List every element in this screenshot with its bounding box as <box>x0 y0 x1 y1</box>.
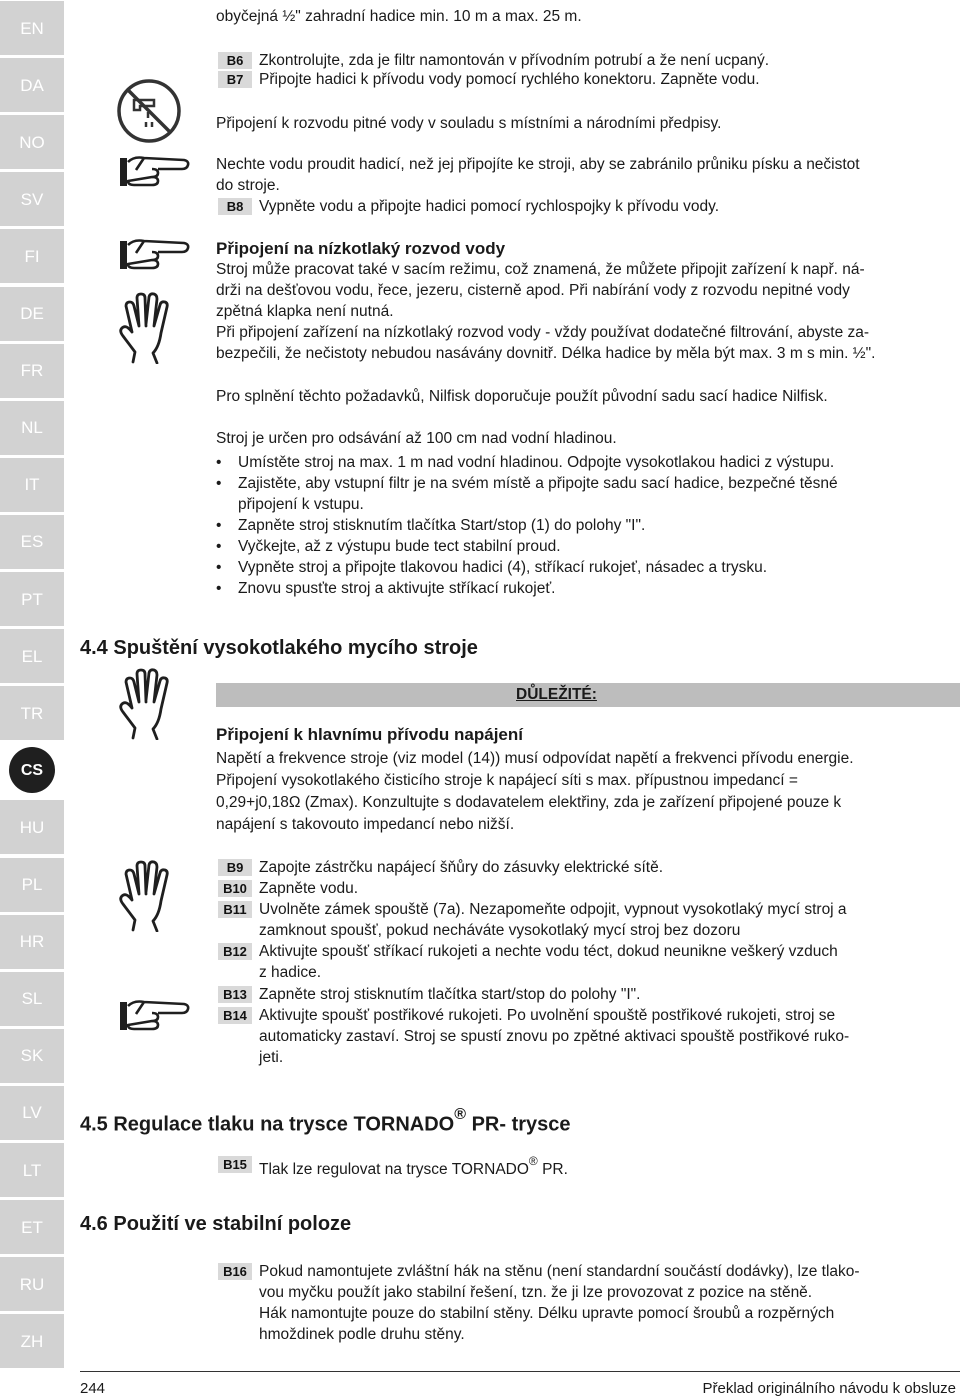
language-tab-label: FI <box>24 246 40 266</box>
low-pressure-line-1: Stroj může pracovat také v sacím režimu, což znamená, že můžete připojit zařízení k např. ná- <box>216 261 865 278</box>
footer-title: Překlad originálního návodu k obsluze <box>702 1380 956 1397</box>
step-badge-b13: B13 <box>218 986 252 1003</box>
language-tab-el[interactable] <box>0 629 64 683</box>
language-tab-label: EL <box>21 646 43 666</box>
intro-line: obyčejná ½" zahradní hadice min. 10 m a max. 25 m. <box>216 8 582 25</box>
step-badge-b7: B7 <box>218 71 252 88</box>
step-badge-b16: B16 <box>218 1263 252 1280</box>
no-drinking-water-icon <box>116 78 182 144</box>
step-badge-b10: B10 <box>218 880 252 897</box>
bullet-text: připojení k vstupu. <box>238 496 364 513</box>
language-tab-lv[interactable] <box>0 1086 64 1140</box>
page-number: 244 <box>80 1380 106 1397</box>
flush-note-line-2: do stroje. <box>216 177 280 194</box>
language-tab-label: HU <box>19 817 45 837</box>
language-tab-et[interactable] <box>0 1200 64 1254</box>
step-text-b14: Aktivujte spoušť postřikové rukojeti. Po uvolnění spouště postřikové rukojeti, stroj se <box>259 1007 836 1024</box>
bullet-dot: • <box>216 517 222 534</box>
pointing-hand-icon <box>118 235 190 273</box>
step-text-b9: Zapojte zástrčku napájecí šňůry do zásuvky elektrické sítě. <box>259 859 664 876</box>
language-tab-pt[interactable] <box>0 572 64 626</box>
language-tab-pl[interactable] <box>0 858 64 912</box>
power-line-4: napájení s takovouto impedancí nebo nižší. <box>216 816 515 833</box>
language-tab-hu[interactable] <box>0 800 64 854</box>
language-sidebar <box>0 0 64 1399</box>
nilfisk-note: Pro splnění těchto požadavků, Nilfisk doporučuje použít původní sadu sací hadice Nilfisk. <box>216 388 828 405</box>
language-tab-nl[interactable] <box>0 401 64 455</box>
pointing-hand-icon <box>118 152 190 190</box>
language-tab-label: ET <box>21 1217 43 1237</box>
step-text-b16: Hák namontujte pouze do stabilní stěny. Délku upravte pomocí šroubů a rozpěrných <box>259 1305 835 1322</box>
stop-hand-icon <box>118 292 172 364</box>
bullet-text: Vyčkejte, až z výstupu bude tect stabilní proud. <box>238 538 561 555</box>
bullet-text: Zapněte stroj stisknutím tlačítka Start/stop (1) do polohy "I". <box>238 517 646 534</box>
language-tab-fr[interactable] <box>0 344 64 398</box>
potable-water-note: Připojení k rozvodu pitné vody v souladu s místními a národními předpisy. <box>216 115 722 132</box>
language-tab-label: HR <box>19 932 45 952</box>
step-badge-b6: B6 <box>218 52 252 69</box>
language-tab-label: SV <box>20 189 44 209</box>
step-badge-b8: B8 <box>218 198 252 215</box>
bullet-text: Zajistěte, aby vstupní filtr je na svém místě a připojte sadu sací hadice, bezpečné těsné <box>238 475 838 492</box>
important-banner <box>216 683 960 707</box>
bullet-dot: • <box>216 475 222 492</box>
language-tab-label: ZH <box>20 1331 44 1351</box>
step-text-b14: jeti. <box>259 1049 284 1066</box>
bullet-text: Vypněte stroj a připojte tlakovou hadici (4), stříkací rukojeť, násadec a trysku. <box>238 559 768 576</box>
language-tab-label: NO <box>19 132 45 152</box>
language-tab-label: ES <box>20 532 44 552</box>
language-tab-label: EN <box>20 18 44 38</box>
step-text-b15 <box>259 1154 568 1180</box>
language-tab-label: DA <box>20 75 44 95</box>
language-tab-en[interactable] <box>0 1 64 55</box>
step-badge-b15: B15 <box>218 1156 252 1173</box>
step-text-b15-main: Tlak lze regulovat na trysce TORNADO <box>259 1161 529 1179</box>
language-tab-label: IT <box>24 475 40 495</box>
language-tab-label: TR <box>20 703 44 723</box>
bullet-dot: • <box>216 538 222 555</box>
step-text-b11: Uvolněte zámek spouště (7a). Nezapomeňte odpojit, vypnout vysokotlaký mycí stroj a <box>259 901 847 918</box>
step-text-b11: zamknout spoušť, pokud necháváte vysokotlaký mycí stroj bez dozoru <box>259 922 741 939</box>
step-text-b15-suffix: PR. <box>537 1161 568 1179</box>
section-4-5-title-suffix: PR- trysce <box>466 1113 571 1136</box>
language-tab-it[interactable] <box>0 458 64 512</box>
footer-rule <box>80 1371 960 1372</box>
suction-intro: Stroj je určen pro odsávání až 100 cm nad vodní hladinou. <box>216 430 617 447</box>
bullet-dot: • <box>216 454 222 471</box>
step-text-b16: vou myčku použít jako stabilní řešení, tzn. že ji lze provozovat z pozice na stěně. <box>259 1284 813 1301</box>
flush-note-line-1: Nechte vodu proudit hadicí, než jej připojíte ke stroji, aby se zabránilo průniku písku a nečistot <box>216 156 860 173</box>
language-tab-label: LT <box>22 1160 42 1180</box>
language-tab-cs[interactable] <box>0 743 64 797</box>
stop-hand-icon <box>118 668 172 740</box>
bullet-text: Znovu spusťte stroj a aktivujte stříkací rukojeť. <box>238 580 556 597</box>
step-badge-b14: B14 <box>218 1007 252 1024</box>
language-tab-label: LV <box>22 1103 42 1123</box>
language-tab-label: CS <box>9 747 55 793</box>
language-tab-ru[interactable] <box>0 1257 64 1311</box>
step-badge-b11: B11 <box>218 901 252 918</box>
language-tab-da[interactable] <box>0 58 64 112</box>
language-tab-label: SL <box>21 989 43 1009</box>
section-4-6-title: 4.6 Použití ve stabilní poloze <box>80 1213 352 1235</box>
bullet-dot: • <box>216 580 222 597</box>
language-tab-tr[interactable] <box>0 686 64 740</box>
language-tab-label: FR <box>20 361 44 381</box>
step-text-b8: Vypněte vodu a připojte hadici pomocí rychlospojky k přívodu vody. <box>259 198 720 215</box>
step-text-b6: Zkontrolujte, zda je filtr namontován v přívodním potrubí a že není ucpaný. <box>259 52 770 69</box>
language-tab-sk[interactable] <box>0 1029 64 1083</box>
section-4-4-title: 4.4 Spuštění vysokotlakého mycího stroje <box>80 637 478 659</box>
bullet-dot: • <box>216 559 222 576</box>
step-text-b14: automaticky zastaví. Stroj se spustí znovu po zpětné aktivaci spouště postřikové ruko- <box>259 1028 850 1045</box>
language-tab-lt[interactable] <box>0 1143 64 1197</box>
language-tab-label: PT <box>21 589 43 609</box>
pointing-hand-icon <box>118 996 190 1034</box>
registered-mark: ® <box>454 1106 467 1123</box>
low-pressure-heading: Připojení na nízkotlaký rozvod vody <box>216 239 506 258</box>
step-text-b12: Aktivujte spoušť stříkací rukojeti a nechte vodu téct, dokud neunikne veškerý vzduch <box>259 943 838 960</box>
language-tab-zh[interactable] <box>0 1314 64 1368</box>
stop-hand-icon <box>118 860 172 932</box>
step-text-b7: Připojte hadici k přívodu vody pomocí rychlého konektoru. Zapněte vodu. <box>259 71 760 88</box>
step-text-b13: Zapněte stroj stisknutím tlačítka start/stop do polohy "I". <box>259 986 641 1003</box>
step-text-b10: Zapněte vodu. <box>259 880 359 897</box>
bullet-text: Umístěte stroj na max. 1 m nad vodní hladinou. Odpojte vysokotlakou hadici z výstupu. <box>238 454 835 471</box>
language-tab-fi[interactable] <box>0 229 64 283</box>
power-line-1: Napětí a frekvence stroje (viz model (14)) musí odpovídat napětí a frekvenci přívodu energie. <box>216 750 854 767</box>
low-pressure-line-2: drži na dešťovou vodu, řece, jezeru, cisterně apod. Při nabírání vody z rozvodu nepitné vody <box>216 282 850 299</box>
language-tab-label: NL <box>21 418 43 438</box>
language-tab-label: RU <box>19 1274 45 1294</box>
low-pressure-line-3: zpětná klapka není nutná. <box>216 303 394 320</box>
language-tab-sv[interactable] <box>0 172 64 226</box>
step-text-b16: hmoždinek podle druhu stěny. <box>259 1326 465 1343</box>
language-tab-label: PL <box>21 875 43 894</box>
section-4-5-title-text: 4.5 Regulace tlaku na trysce TORNADO <box>80 1113 455 1136</box>
language-tab-de[interactable] <box>0 287 64 341</box>
step-text-b12: z hadice. <box>259 964 322 981</box>
language-tab-hr[interactable] <box>0 915 64 969</box>
step-badge-b9: B9 <box>218 859 252 876</box>
power-line-2: Připojení vysokotlakého čisticího stroje k napájecí síti s max. přípustnou impedancí = <box>216 772 798 789</box>
important-label: DŮLEŽITÉ: <box>516 686 597 703</box>
language-tab-es[interactable] <box>0 515 64 569</box>
section-4-5-title <box>80 1108 571 1136</box>
language-tab-sl[interactable] <box>0 972 64 1026</box>
language-tab-label: SK <box>20 1046 44 1066</box>
step-text-b16: Pokud namontujete zvláštní hák na stěnu (není standardní součástí dodávky), lze tlako- <box>259 1263 860 1280</box>
registered-mark: ® <box>528 1154 538 1168</box>
power-line-3: 0,29+j0,18Ω (Zmax). Konzultujte s dodavatelem elektřiny, zda je zařízení připojené pouze k <box>216 794 842 811</box>
power-heading: Připojení k hlavnímu přívodu napájení <box>216 725 523 744</box>
low-pressure-line-5: bezpečili, že nečistoty nebudou nasávány dovnitř. Délka hadice by měla být max. 3 m s min. ½". <box>216 345 876 362</box>
low-pressure-line-4: Při připojení zařízení na nízkotlaký rozvod vody - vždy používat dodatečné filtrování, abyste za- <box>216 324 870 341</box>
language-tab-no[interactable] <box>0 115 64 169</box>
step-badge-b12: B12 <box>218 943 252 960</box>
language-tab-label: DE <box>20 304 44 323</box>
